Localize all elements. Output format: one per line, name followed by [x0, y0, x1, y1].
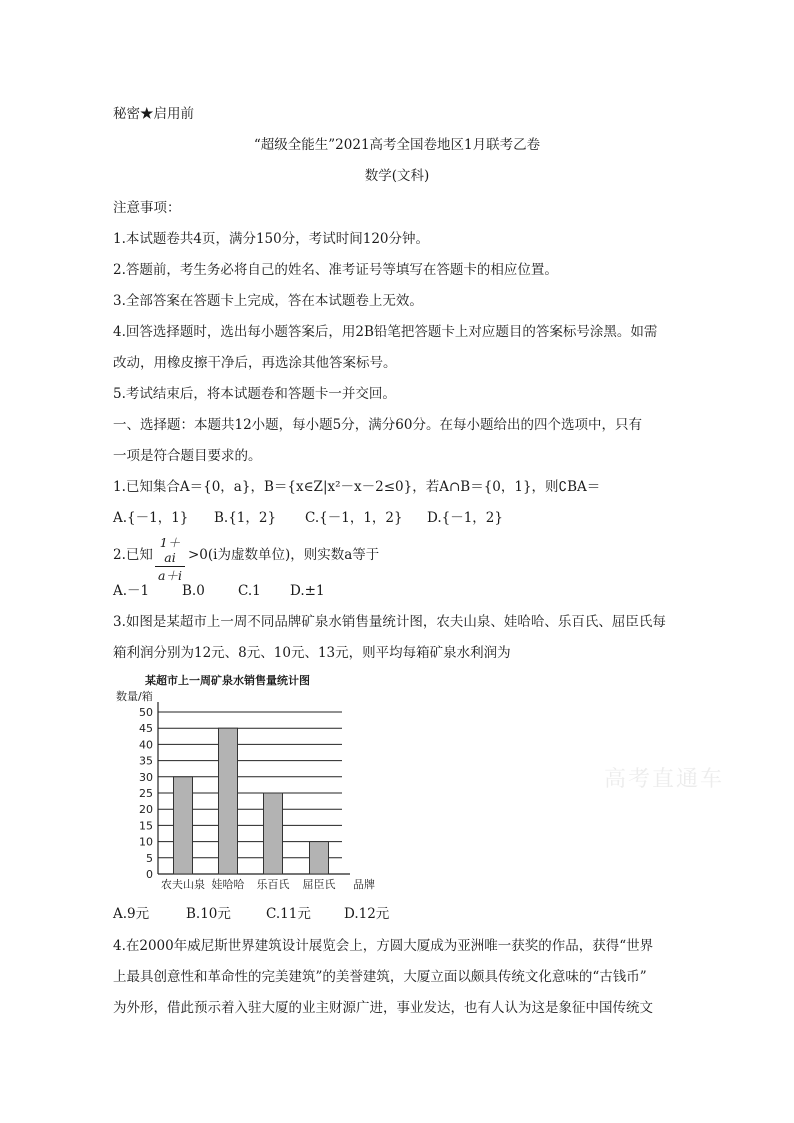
- bar: [310, 842, 329, 874]
- q1-option-a: A.{－1，1}: [113, 510, 189, 526]
- q2-denominator: a＋i: [158, 568, 182, 583]
- section-heading-cont: 一项是符合题目要求的。: [113, 448, 262, 464]
- note-item: 2.答题前，考生务必将自己的姓名、准考证号等填写在答题卡的相应位置。: [113, 262, 558, 278]
- note-item: 5.考试结束后，将本试题卷和答题卡一并交回。: [113, 386, 396, 402]
- q3-option-d: D.12元: [344, 906, 390, 922]
- fraction-bar: [155, 566, 185, 567]
- secret-label: 秘密★启用前: [113, 106, 194, 122]
- note-item: 4.回答选择题时，选出每小题答案后，用2B铅笔把答题卡上对应题目的答案标号涂黑。如需: [113, 324, 658, 340]
- q1-stem: 1.已知集合A＝{0，a}，B＝{x∈Z|x²－x－2≤0}，若A∩B＝{0，1}，则∁BA＝: [113, 479, 601, 495]
- notes-heading: 注意事项：: [113, 200, 181, 216]
- x-tick-label: 乐百氏: [256, 878, 290, 891]
- exam-title: “超级全能生”2021高考全国卷地区1月联考乙卷: [253, 137, 541, 153]
- q2-option-d: D.±1: [290, 583, 325, 599]
- bar: [174, 777, 193, 874]
- q3-option-a: A.9元: [113, 906, 150, 922]
- bar: [264, 793, 283, 874]
- q4-stem-cont: 上最具创意性和革命性的完美建筑”的美誉建筑，大厦立面以颇具传统文化意味的“古钱币”: [113, 969, 647, 985]
- y-tick-label: 10: [139, 835, 153, 849]
- q3-stem: 3.如图是某超市上一周不同品牌矿泉水销售量统计图，农夫山泉、娃哈哈、乐百氏、屈臣氏每: [113, 614, 666, 630]
- watermark: ⾼考直通车: [604, 767, 725, 792]
- q3-option-b: B.10元: [186, 906, 231, 922]
- bar-chart: [110, 686, 375, 896]
- note-item: 3.全部答案在答题卡上完成，答在本试题卷上无效。: [113, 293, 423, 309]
- q4-stem: 4.在2000年威尼斯世界建筑设计展览会上，方圆大厦成为亚洲唯一获奖的作品，获得“世界: [113, 938, 654, 954]
- x-tick-label: 屈臣氏: [302, 878, 336, 891]
- q4-stem-cont: 为外形，借此预示着入驻大厦的业主财源广进，事业发达，也有人认为这是象征中国传统文: [113, 1000, 653, 1016]
- section-heading: 一、选择题：本题共12小题，每小题5分，满分60分。在每小题给出的四个选项中，只有: [113, 417, 642, 433]
- q3-options: [113, 904, 389, 924]
- chart-title: 某超市上一周矿泉水销售量统计图: [145, 674, 310, 687]
- bar: [219, 728, 238, 874]
- q1-option-b: B.{1，2}: [214, 510, 277, 526]
- y-tick-label: 45: [139, 722, 153, 736]
- y-tick-label: 50: [139, 706, 153, 719]
- q2-options: [113, 581, 325, 601]
- q2-numerator: 1＋ai: [159, 535, 181, 565]
- q2-suffix: >0(i为虚数单位)，则实数a等于: [188, 547, 380, 563]
- y-tick-label: 40: [139, 738, 153, 752]
- q3-stem-cont: 箱利润分别为12元、8元、10元、13元，则平均每箱矿泉水利润为: [113, 645, 511, 661]
- y-tick-label: 25: [139, 787, 153, 800]
- q2-fraction: [155, 535, 185, 583]
- y-tick-label: 5: [146, 851, 153, 865]
- q2-option-a: A.－1: [113, 583, 150, 599]
- subject-title: 数学(文科): [364, 168, 430, 184]
- y-axis-label: 数量/箱: [116, 690, 153, 703]
- q2-option-c: C.1: [238, 583, 261, 599]
- x-tick-label: 娃哈哈: [211, 878, 245, 891]
- q2-prefix: 2.已知: [113, 547, 153, 563]
- x-tick-label: 农夫山泉: [161, 878, 205, 891]
- q1-option-d: D.{－1，2}: [427, 510, 503, 526]
- q1-options: [113, 508, 503, 528]
- q3-option-c: C.11元: [266, 906, 311, 922]
- q2-option-b: B.0: [182, 583, 205, 599]
- q1-option-c: C.{－1，1，2}: [305, 510, 403, 526]
- y-tick-label: 20: [139, 803, 153, 817]
- y-tick-label: 35: [139, 754, 153, 768]
- note-item: 改动，用橡皮擦干净后，再选涂其他答案标号。: [113, 355, 397, 371]
- y-tick-label: 30: [139, 770, 153, 784]
- note-item: 1.本试题卷共4页，满分150分，考试时间120分钟。: [113, 231, 430, 247]
- y-tick-label: 15: [139, 819, 153, 833]
- y-tick-label: 0: [146, 868, 153, 881]
- x-axis-label: 品牌: [353, 878, 375, 891]
